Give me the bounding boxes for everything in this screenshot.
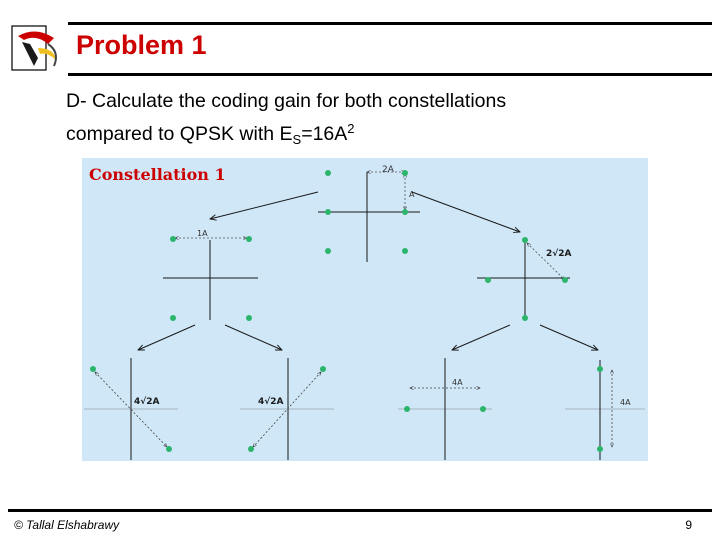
university-logo-icon xyxy=(8,22,68,74)
slide-title: Problem 1 xyxy=(76,30,207,60)
b3-point xyxy=(480,406,486,412)
b2-dim xyxy=(253,372,321,447)
b3-point xyxy=(404,406,410,412)
top-point xyxy=(325,248,331,254)
header-top-rule xyxy=(68,22,712,25)
label-b2-4root2a: 4√2A xyxy=(258,397,284,407)
right-point xyxy=(522,237,528,243)
b2-point xyxy=(320,366,326,372)
b1-point xyxy=(90,366,96,372)
top-point xyxy=(402,170,408,176)
top-point xyxy=(325,170,331,176)
left-constellation xyxy=(163,229,258,321)
b2-point xyxy=(248,446,254,452)
figure-title: Constellation 1 xyxy=(89,165,226,184)
arrow-left-a xyxy=(138,325,195,350)
question-line-2 xyxy=(66,115,506,153)
bottom-constellation-3 xyxy=(398,358,492,460)
top-point xyxy=(402,209,408,215)
arrow-right-b xyxy=(540,325,598,350)
right-constellation xyxy=(477,237,572,321)
left-point xyxy=(246,236,252,242)
page-number: 9 xyxy=(685,518,692,532)
top-point xyxy=(325,209,331,215)
arrow-top-left xyxy=(210,192,318,219)
question-text xyxy=(66,88,506,153)
arrow-right-a xyxy=(452,325,510,350)
question-line-2-prefix: compared to QPSK with E xyxy=(66,123,293,145)
question-superscript: 2 xyxy=(347,121,355,136)
label-top-2a: 2A xyxy=(382,165,394,175)
footer-rule xyxy=(8,509,712,512)
bottom-constellation-4 xyxy=(565,360,645,460)
header-bottom-rule xyxy=(68,73,712,76)
question-subscript: S xyxy=(292,132,302,147)
left-point xyxy=(246,315,252,321)
label-b4-4a: 4A xyxy=(620,398,631,407)
arrow-left-b xyxy=(225,325,282,350)
footer-copyright: © Tallal Elshabrawy xyxy=(14,518,120,532)
arrow-top-right xyxy=(412,192,520,232)
right-point xyxy=(522,315,528,321)
question-line-1: D- Calculate the coding gain for both constellations xyxy=(66,90,507,112)
left-point xyxy=(170,315,176,321)
question-line-2-mid: =16A xyxy=(301,123,348,145)
label-top-a: A xyxy=(409,190,415,199)
bottom-constellation-1 xyxy=(84,358,178,460)
right-point xyxy=(562,277,568,283)
label-b1-4root2a: 4√2A xyxy=(134,397,160,407)
constellation-diagram xyxy=(82,158,648,461)
label-left-1a: 1A xyxy=(197,229,208,238)
top-point xyxy=(402,248,408,254)
top-constellation xyxy=(318,165,420,262)
label-b3-4a: 4A xyxy=(452,378,463,387)
right-point xyxy=(485,277,491,283)
b1-point xyxy=(166,446,172,452)
bottom-constellation-2 xyxy=(240,358,334,460)
left-point xyxy=(170,236,176,242)
label-right-2root2a: 2√2A xyxy=(546,249,572,259)
b4-point xyxy=(597,446,603,452)
b4-point xyxy=(597,366,603,372)
